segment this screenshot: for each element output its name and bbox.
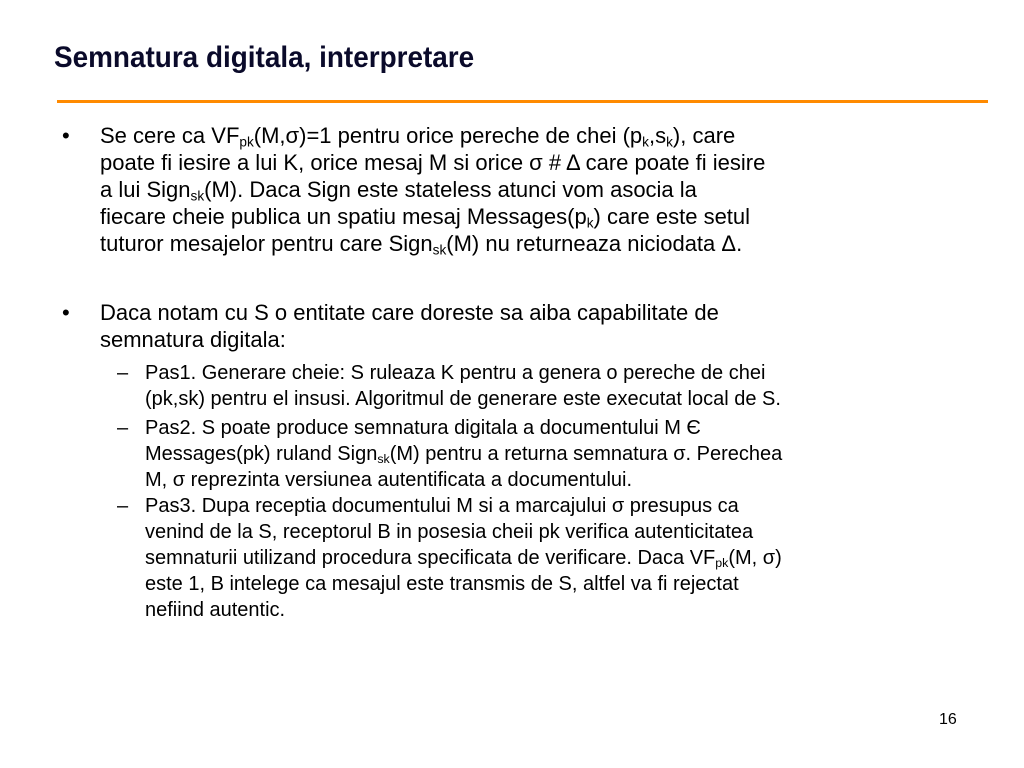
text-line: Pas2. S poate produce semnatura digitala a documentului M Є [145, 417, 701, 439]
text-line: tuturor mesajelor pentru care Sign$_{sk}$(M) nu returneaza niciodata Δ. [100, 231, 743, 258]
text-line: Daca notam cu S o entitate care doreste sa aiba capabilitate de [100, 300, 719, 325]
text-line: (pk,sk) pentru el insusi. Algoritmul de generare este executat local de S. [145, 388, 781, 410]
sub-bullet-text [145, 415, 782, 493]
text-line: Pas3. Dupa receptia documentului M si a marcajului σ presupus ca [145, 495, 739, 517]
text-line: Se cere ca $VF_{pk}(M,\sigma)=1$ pentru orice pereche de chei $(p_k,s_k)$, care [100, 123, 736, 150]
sub-bullet-text [145, 360, 781, 412]
sub-bullet-text [145, 493, 782, 623]
bullet-text [100, 122, 765, 257]
text-line: Pas1. Generare cheie: S ruleaza K pentru a genera o pereche de chei [145, 362, 766, 384]
text-line: semnaturii utilizand procedura specificata de verificare. Daca $VF_{pk}(M$, σ) [145, 547, 782, 571]
text-line: nefiind autentic. [145, 599, 286, 621]
title-divider [57, 100, 988, 103]
sub-bullet-marker: – [117, 417, 129, 439]
text-line: poate fi iesire a lui K, orice mesaj M si orice σ # Δ care poate fi iesire [100, 150, 766, 175]
slide-title: Semnatura digitala, interpretare [54, 41, 475, 74]
bullet-marker: • [62, 123, 70, 148]
text-line: a lui Sign$_{sk}$(M). Daca Sign este stateless atunci vom asocia la [100, 177, 697, 204]
sub-bullet-marker: – [117, 362, 129, 384]
text-line: venind de la S, receptorul B in posesia cheii pk verifica autenticitatea [145, 521, 754, 543]
bullet-marker: • [62, 300, 70, 325]
text-line: Messages(pk) ruland Sign$_{sk}$(M) pentru a returna semnatura σ. Perechea [145, 443, 783, 467]
text-line: este 1, B intelege ca mesajul este transmis de S, altfel va fi rejectat [145, 573, 739, 595]
text-line: semnatura digitala: [100, 327, 286, 352]
text-line: fiecare cheie publica un spatiu mesaj $Messages(p_k)$ care este setul [100, 204, 751, 231]
sub-bullet-marker: – [117, 495, 129, 517]
page-number: 16 [939, 711, 957, 728]
text-line: M, σ reprezinta versiunea autentificata a documentului. [145, 469, 633, 491]
bullet-text [100, 299, 719, 353]
